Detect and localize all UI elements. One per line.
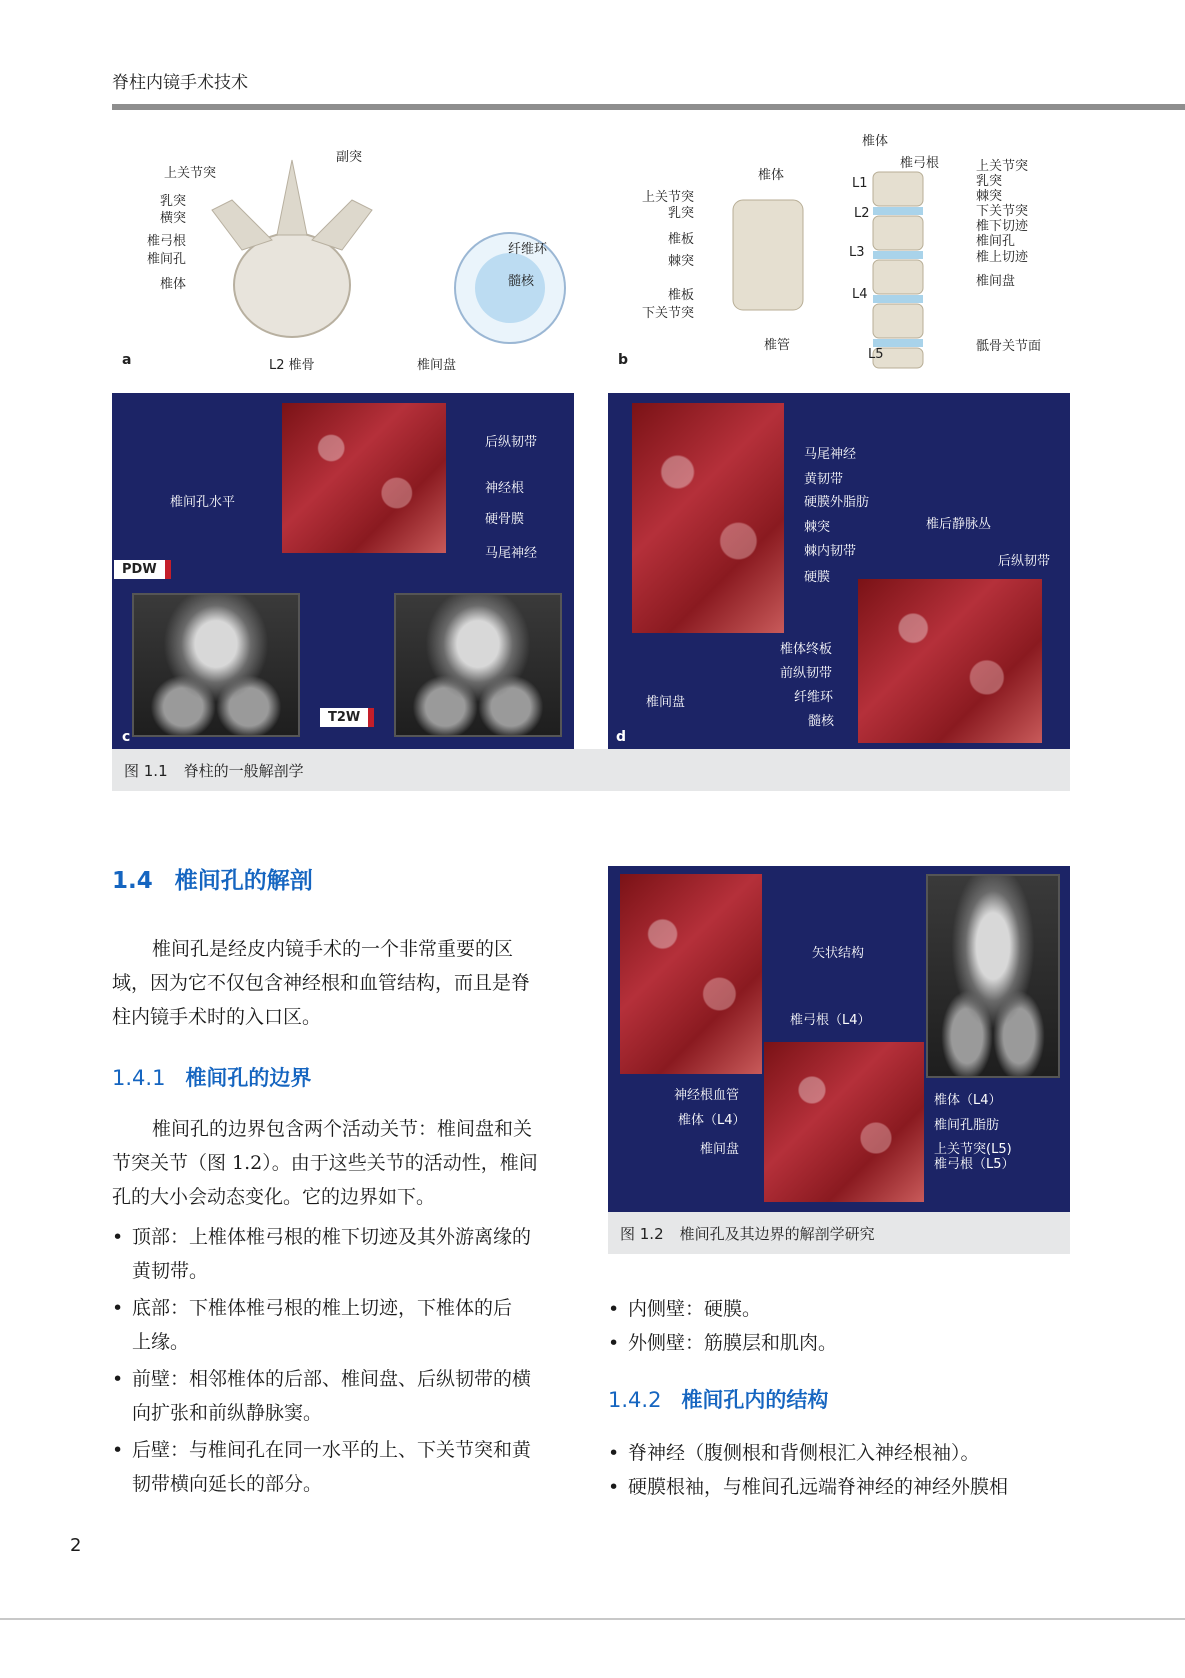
header-rule <box>112 104 1185 110</box>
panel-letter-a: a <box>122 352 132 368</box>
list-item: • 后壁：与椎间孔在同一水平的上、下关节突和黄 韧带横向延长的部分。 <box>112 1433 582 1501</box>
label-transverse-process: 横突 <box>160 211 187 226</box>
level-l5: L5 <box>868 347 884 362</box>
label-superior-articular: 上关节突 <box>164 166 217 181</box>
mri-image-t2w <box>394 593 562 737</box>
label-inf-articular-b: 下关节突 <box>976 204 1029 219</box>
level-l3: L3 <box>849 245 865 260</box>
label-body-center: 椎体 <box>758 168 785 183</box>
label-sagittal: 矢状结构 <box>812 946 865 961</box>
level-label: 椎间孔水平 <box>170 495 236 510</box>
label-root: 神经根 <box>485 481 525 496</box>
label-annulus-d: 纤维环 <box>794 690 834 705</box>
label-disc: 椎间盘 <box>700 1142 740 1157</box>
label-accessory-process: 副突 <box>336 150 363 165</box>
label-foramen: 椎间孔 <box>147 252 187 267</box>
label-dura: 硬膜 <box>804 570 831 585</box>
label-pedicle: 椎弓根 <box>147 234 187 249</box>
label-body-l4-right: 椎体（L4） <box>934 1093 1002 1108</box>
label-canal: 椎管 <box>764 338 791 353</box>
section-number: 1.4 <box>112 868 153 894</box>
figure-number-2: 图 1.2 <box>620 1225 664 1243</box>
label-cauda-d: 马尾神经 <box>804 447 857 462</box>
label-lamina-left-2: 椎板 <box>668 288 695 303</box>
label-body-l4-left: 椎体（L4） <box>678 1113 746 1128</box>
label-sup-notch: 椎上切迹 <box>976 250 1029 265</box>
label-foramen-fat: 椎间孔脂肪 <box>934 1118 1000 1133</box>
subsection-number: 1.4.1 <box>112 1066 166 1090</box>
label-epidural-fat: 硬膜外脂肪 <box>804 495 870 510</box>
list-item: • 前壁：相邻椎体的后部、椎间盘、后纵韧带的横 向扩张和前纵静脉窦。 <box>112 1362 582 1430</box>
axial-section-image <box>282 403 446 553</box>
level-l2: L2 <box>854 206 870 221</box>
foramen-detail-image <box>764 1042 924 1202</box>
label-interspinous: 棘内韧带 <box>804 544 857 559</box>
list-item: • 脊神经（腹侧根和背侧根汇入神经根袖）。 <box>608 1436 1078 1470</box>
label-periosteum: 硬骨膜 <box>485 512 525 527</box>
label-sup-articular-l5: 上关节突(L5) <box>934 1142 1012 1157</box>
level-l1: L1 <box>852 176 868 191</box>
structures-list <box>608 1436 1078 1504</box>
label-endplate: 椎体终板 <box>780 642 833 657</box>
figure-caption-text: 脊柱的一般解剖学 <box>183 762 304 780</box>
t2w-tag: T2W <box>320 708 374 727</box>
disc-detail-image <box>858 579 1042 743</box>
label-spinous-b: 棘突 <box>976 189 1003 204</box>
boundary-paragraph <box>112 1112 582 1214</box>
caption-l2: L2 椎骨 <box>269 358 315 373</box>
figure-caption <box>112 749 1070 791</box>
label-sacral-facet: 骶骨关节面 <box>976 339 1042 354</box>
list-item: • 外侧壁：筋膜层和肌肉。 <box>608 1326 1078 1360</box>
label-mammillary-b: 乳突 <box>976 174 1003 189</box>
intro-line: 域，因为它不仅包含神经根和血管结构，而且是脊 <box>112 972 531 994</box>
figure-panel-foramen <box>608 866 1070 1212</box>
section-heading <box>112 862 313 895</box>
list-item: • 内侧壁：硬膜。 <box>608 1292 1078 1326</box>
label-nucleus: 髓核 <box>508 274 535 289</box>
boundary-list-continued <box>608 1292 1078 1360</box>
subsection-heading-1 <box>112 1062 311 1092</box>
label-disc-d: 椎间盘 <box>646 695 686 710</box>
label-annulus: 纤维环 <box>508 242 548 257</box>
label-vertebral-body: 椎体 <box>160 277 187 292</box>
label-pedicle-b: 椎弓根 <box>900 156 940 171</box>
paragraph-line: 椎间孔的边界包含两个活动关节：椎间盘和关 <box>152 1118 533 1140</box>
section-title: 椎间孔的解剖 <box>174 868 313 894</box>
label-spinous-d: 棘突 <box>804 520 831 535</box>
label-sup-articular-left: 上关节突 <box>642 190 695 205</box>
boundary-list <box>112 1220 582 1501</box>
label-mammillary-process: 乳突 <box>160 194 187 209</box>
figure-panel-b <box>608 130 1068 370</box>
label-root-vessels: 神经根血管 <box>674 1088 740 1103</box>
subsection-title-2: 椎间孔内的结构 <box>681 1388 829 1412</box>
footer-rule <box>0 1618 1185 1620</box>
level-l4: L4 <box>852 287 868 302</box>
label-pedicle-l5: 椎弓根（L5） <box>934 1157 1015 1172</box>
intro-line: 椎间孔是经皮内镜手术的一个非常重要的区 <box>152 938 514 960</box>
running-header: 脊柱内镜手术技术 <box>112 73 248 93</box>
list-item: • 底部：下椎体椎弓根的椎上切迹，下椎体的后 上缘。 <box>112 1291 582 1359</box>
label-foramen-b: 椎间孔 <box>976 234 1016 249</box>
mri-image-pdw <box>132 593 300 737</box>
label-inf-notch: 椎下切迹 <box>976 219 1029 234</box>
list-item: • 硬膜根袖，与椎间孔远端脊神经的神经外膜相 <box>608 1470 1078 1504</box>
label-mammillary-left: 乳突 <box>668 206 695 221</box>
figure-panel-d <box>608 393 1070 749</box>
subsection-title: 椎间孔的边界 <box>185 1066 312 1090</box>
caption-disc: 椎间盘 <box>417 358 457 373</box>
label-inf-articular-left: 下关节突 <box>642 306 695 321</box>
figure-caption-text-2: 椎间孔及其边界的解剖学研究 <box>679 1225 875 1243</box>
label-ligflavum: 黄韧带 <box>804 472 844 487</box>
label-pedicle-l4: 椎弓根（L4） <box>790 1013 871 1028</box>
figure-panel-c <box>112 393 574 749</box>
intro-paragraph <box>112 932 582 1034</box>
label-venous-plexus: 椎后静脉丛 <box>926 517 992 532</box>
figure-caption-2 <box>608 1212 1070 1254</box>
sagittal-mri-image <box>926 874 1060 1078</box>
label-all: 前纵韧带 <box>780 666 833 681</box>
label-plll: 后纵韧带 <box>485 435 538 450</box>
panel-letter-d: d <box>616 729 627 745</box>
subsection-heading-2 <box>608 1384 828 1414</box>
paragraph-line: 节突关节（图 1.2）。由于这些关节的活动性，椎间 <box>112 1152 538 1174</box>
panel-letter-c: c <box>122 729 131 745</box>
paragraph-line: 孔的大小会动态变化。它的边界如下。 <box>112 1186 436 1208</box>
label-cauda: 马尾神经 <box>485 546 538 561</box>
intro-line: 柱内镜手术时的入口区。 <box>112 1006 322 1028</box>
label-nucleus-d: 髓核 <box>808 714 835 729</box>
pdw-tag: PDW <box>114 560 171 579</box>
panel-letter-b: b <box>618 352 629 368</box>
page-number: 2 <box>70 1535 82 1556</box>
label-disc-b: 椎间盘 <box>976 274 1016 289</box>
sagittal-section-image <box>632 403 784 633</box>
figure-panel-a <box>112 140 572 373</box>
label-sup-articular-b: 上关节突 <box>976 159 1029 174</box>
list-item: • 顶部：上椎体椎弓根的椎下切迹及其外游离缘的 黄韧带。 <box>112 1220 582 1288</box>
label-lamina-left: 椎板 <box>668 232 695 247</box>
figure-number: 图 1.1 <box>124 762 168 780</box>
sagittal-overview-image <box>620 874 762 1074</box>
label-plll-d: 后纵韧带 <box>998 554 1051 569</box>
subsection-number-2: 1.4.2 <box>608 1388 662 1412</box>
label-spinous-left: 棘突 <box>668 254 695 269</box>
label-body-top: 椎体 <box>862 134 889 149</box>
